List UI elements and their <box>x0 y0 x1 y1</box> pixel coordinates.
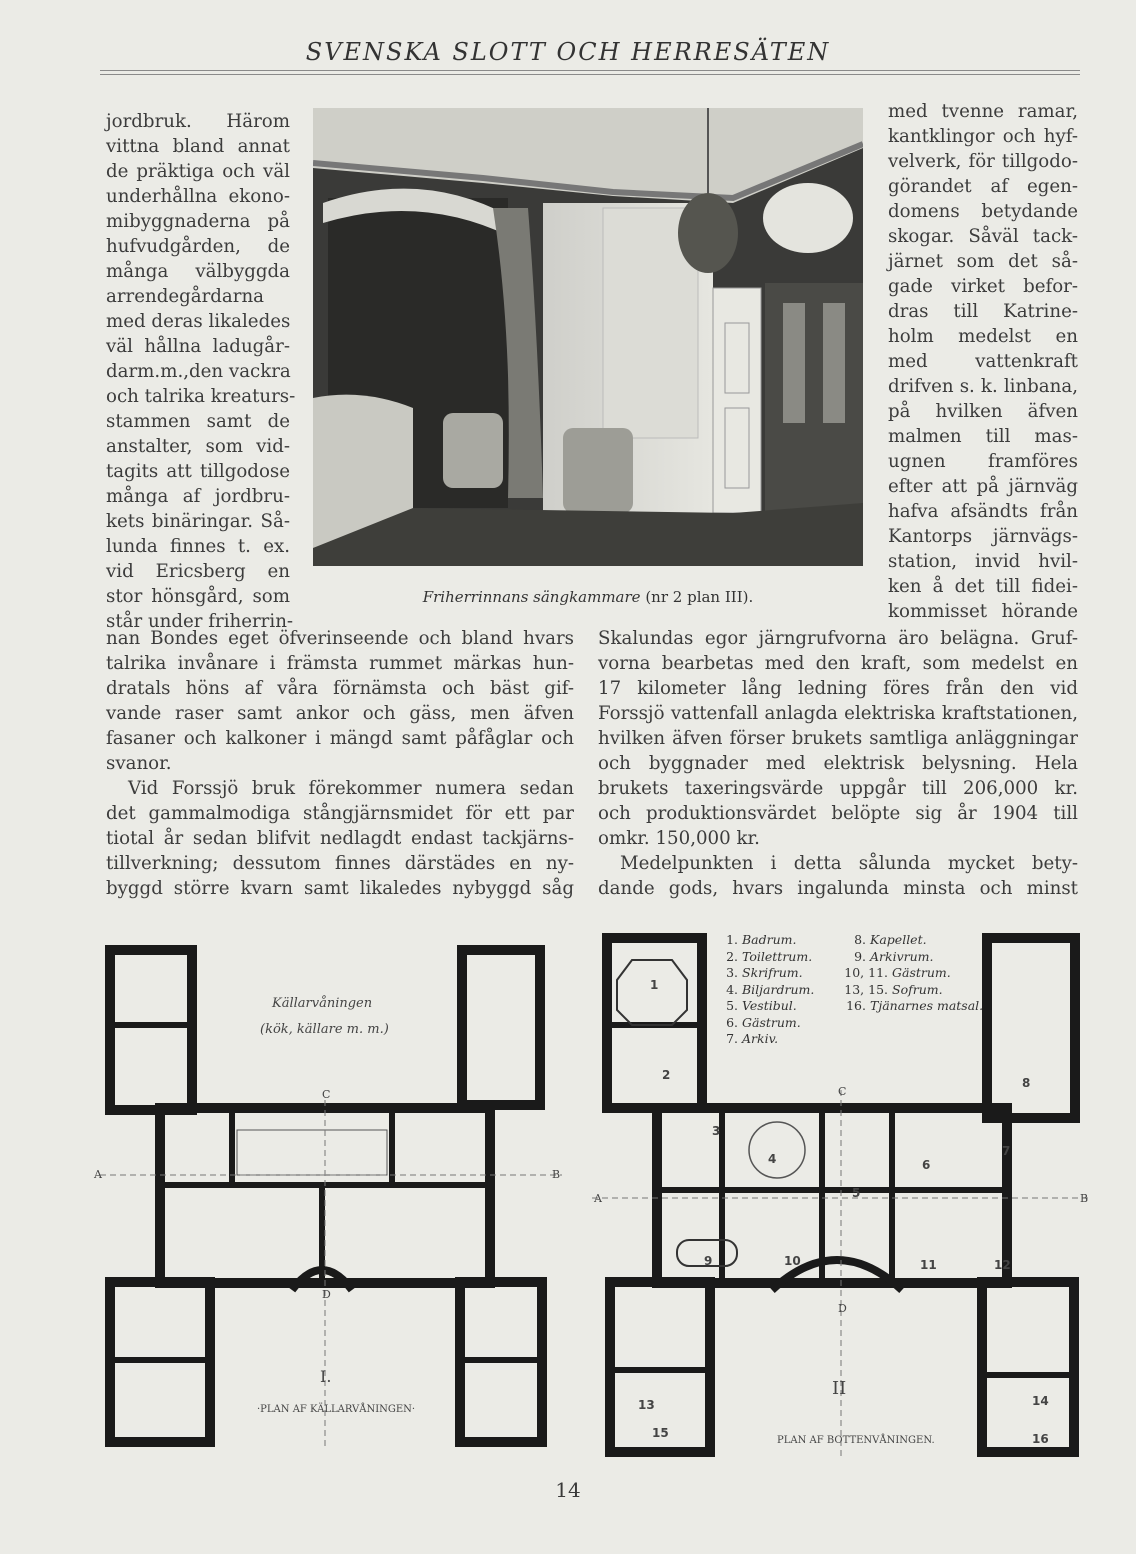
room-number: 11 <box>920 1258 937 1272</box>
legend-room-name: Kapellet. <box>870 932 927 947</box>
legend-entry <box>844 932 984 949</box>
text-line: det gammalmodiga stångjärnsmidet för ett par <box>106 803 574 824</box>
legend-room-name: Gästrum. <box>742 1014 801 1030</box>
text-line: ugnen framföres <box>888 451 1078 472</box>
legend-room-name: Skrifrum. <box>742 965 803 980</box>
legend-room-name: Sofrum. <box>892 981 943 997</box>
header-rule <box>100 70 1080 71</box>
text-line: jordbruk. Härom <box>106 111 290 132</box>
plan-two-legend-left <box>716 932 846 1048</box>
room-number: 15 <box>652 1426 669 1440</box>
text-line: domens betydande <box>888 201 1078 222</box>
legend-entry <box>716 1015 846 1032</box>
text-line: på hvilken äfven <box>888 401 1078 422</box>
plan-one-numeral: I. <box>320 1367 332 1386</box>
plan-two-marker-c: C <box>838 1085 847 1098</box>
text-line: holm medelst en <box>888 326 1078 347</box>
text-line: många välbyggda <box>106 261 290 282</box>
legend-number: 3. <box>726 965 738 980</box>
text-line: velverk, för tillgodo- <box>888 151 1078 172</box>
text-line: väl hållna ladugår- <box>106 336 290 357</box>
text-line: byggd större kvarn samt likaledes nybyggd såg <box>106 878 574 899</box>
room-number: 4 <box>768 1152 777 1166</box>
text-line: dras till Katrine- <box>888 301 1078 322</box>
text-line: tiotal år sedan blifvit nedlagdt endast tackjärns- <box>106 828 574 849</box>
legend-entry <box>844 998 984 1015</box>
legend-number: 8. <box>854 932 866 947</box>
plan-one-footer: ·PLAN AF KÄLLARVÅNINGEN· <box>257 1404 416 1415</box>
text-line: Kantorps järnvägs- <box>888 526 1078 547</box>
right-column-text <box>888 99 1078 624</box>
room-number: 1 <box>650 978 659 992</box>
text-line: järnet som det så- <box>888 251 1078 272</box>
plan-two-numeral: II <box>832 1378 847 1399</box>
plan-one-marker-b: B <box>552 1168 561 1181</box>
left-column-text <box>106 109 296 634</box>
plan-two-legend-right <box>844 932 984 1015</box>
text-line: kantklingor och hyf- <box>888 126 1078 147</box>
text-line: vande raser samt ankor och gäss, men äfven <box>106 703 574 724</box>
legend-room-name: Badrum. <box>742 932 797 947</box>
caption-ref: (nr 2 plan III). <box>645 588 754 606</box>
text-line: de präktiga och väl <box>106 161 290 182</box>
text-line: omkr. 150,000 kr. <box>598 828 760 849</box>
text-line: lunda finnes t. ex. <box>106 536 290 557</box>
text-line: vittna bland annat <box>106 136 290 157</box>
text-line: och byggnader med elektrisk belysning. Hela <box>598 753 1078 774</box>
room-number: 5 <box>852 1186 861 1200</box>
legend-entry <box>844 965 984 982</box>
legend-entry <box>716 998 846 1015</box>
text-line: med vattenkraft <box>888 351 1078 372</box>
header-rule-2 <box>100 74 1080 75</box>
basement-floor-plan <box>92 930 562 1450</box>
text-line: svanor. <box>106 753 172 774</box>
text-line: nan Bondes eget öfverinseende och bland hvars <box>106 628 574 649</box>
text-line: med deras likaledes <box>106 311 291 332</box>
text-line: med tvenne ramar, <box>888 101 1078 122</box>
page-number: 14 <box>555 1478 581 1502</box>
legend-number: 1. <box>726 932 738 947</box>
text-line: stammen samt de <box>106 411 290 432</box>
room-number: 3 <box>712 1124 721 1138</box>
legend-room-name: Toilettrum. <box>742 948 813 964</box>
text-line: många af jordbru- <box>106 486 290 507</box>
text-line: 17 kilometer lång ledning föres från den vid <box>598 678 1078 699</box>
legend-number: 2. <box>726 948 738 964</box>
legend-room-name: Tjänarnes matsal. <box>870 998 984 1013</box>
text-line: Vid Forssjö bruk förekommer numera sedan <box>128 778 574 799</box>
room-number: 6 <box>922 1158 931 1172</box>
text-line: vorna bearbetas med den kraft, som medelst en <box>598 653 1078 674</box>
text-line: kommisset hörande <box>888 601 1078 622</box>
text-line: hafva afsändts från <box>888 501 1078 522</box>
room-number: 13 <box>638 1398 655 1412</box>
plan-one-subtitle: (kök, källare m. m.) <box>260 1022 389 1037</box>
plan-two-marker-b: B <box>1080 1192 1089 1205</box>
legend-room-name: Biljardrum. <box>742 981 815 997</box>
room-number: 16 <box>1032 1432 1049 1446</box>
text-line: tagits att tillgodose <box>106 461 290 482</box>
text-line: drifven s. k. linbana, <box>888 376 1078 397</box>
text-line: görandet af egen- <box>888 176 1078 197</box>
text-line: fasaner och kalkoner i mängd samt påfåglar och <box>106 728 574 749</box>
text-line: mibyggnaderna på <box>106 211 290 232</box>
room-number: 10 <box>784 1254 801 1268</box>
legend-entry <box>716 982 846 999</box>
legend-number: 13, 15. <box>844 981 888 997</box>
text-line: anstalter, som vid- <box>106 436 290 457</box>
legend-number: 9. <box>854 948 866 964</box>
legend-entry <box>716 965 846 982</box>
text-line: talrika invånare i främsta rummet märkas hun- <box>106 653 574 674</box>
legend-room-name: Arkivrum. <box>870 948 934 964</box>
plan-one-marker-c: C <box>322 1088 331 1101</box>
text-line: Forssjö vattenfall anlagda elektriska kraftstationen, <box>598 703 1078 724</box>
text-line: Medelpunkten i detta sålunda mycket bety- <box>620 853 1078 874</box>
plan-one-marker-d: D <box>322 1288 331 1301</box>
legend-number: 10, 11. <box>844 965 888 980</box>
text-line: dande gods, hvars ingalunda minsta och minst <box>598 878 1078 899</box>
text-line: ken å det till fidei- <box>888 576 1078 597</box>
legend-entry <box>716 1031 846 1048</box>
text-line: malmen till mas- <box>888 426 1078 447</box>
text-line: vid Ericsberg en <box>106 561 290 582</box>
lower-left-text <box>106 626 574 901</box>
text-line: arrendegårdarna <box>106 286 265 307</box>
room-number: 14 <box>1032 1394 1049 1408</box>
text-line: hvilken äfven förser brukets samtliga anläggningar <box>598 728 1078 749</box>
legend-entry <box>716 932 846 949</box>
legend-room-name: Arkiv. <box>742 1031 779 1046</box>
legend-number: 5. <box>726 998 738 1013</box>
legend-room-name: Gästrum. <box>892 965 951 980</box>
legend-room-name: Vestibul. <box>742 998 797 1013</box>
text-line: och produktionsvärdet belöpte sig år 1904 till <box>598 803 1078 824</box>
legend-number: 4. <box>726 981 738 997</box>
text-line: darm.m.,den vackra <box>106 361 291 382</box>
text-line: brukets taxeringsvärde uppgår till 206,000 kr. <box>598 778 1078 799</box>
ground-floor-plan <box>592 930 1090 1460</box>
room-number: 9 <box>704 1254 713 1268</box>
text-line: underhållna ekono- <box>106 186 290 207</box>
legend-number: 16. <box>846 998 866 1013</box>
text-line: station, invid hvil- <box>888 551 1078 572</box>
legend-entry <box>716 949 846 966</box>
room-number: 12 <box>994 1258 1011 1272</box>
plan-two-footer: PLAN AF BOTTENVÅNINGEN. <box>777 1435 935 1446</box>
running-title: SVENSKA SLOTT OCH HERRESÄTEN <box>305 38 831 66</box>
plan-one-title: Källarvåningen <box>272 996 373 1011</box>
bedroom-photograph <box>313 108 863 566</box>
legend-number: 6. <box>726 1014 738 1030</box>
caption-title: Friherrinnans sängkammare <box>422 588 641 606</box>
text-line: dratals höns af våra förnämsta och bäst gif- <box>106 678 574 699</box>
text-line: gade virket befor- <box>888 276 1078 297</box>
text-line: tillverkning; dessutom finnes därstädes en ny- <box>106 853 574 874</box>
legend-entry <box>844 982 984 999</box>
text-line: kets binäringar. Så- <box>106 511 290 532</box>
plan-two-marker-a: A <box>594 1192 602 1205</box>
text-line: efter att på järnväg <box>888 476 1078 497</box>
text-line: Skalundas egor järngrufvorna äro belägna. Gruf- <box>598 628 1078 649</box>
room-number: 2 <box>662 1068 671 1082</box>
legend-number: 7. <box>726 1031 738 1046</box>
lower-right-text <box>598 626 1078 901</box>
text-line: stor hönsgård, som <box>106 586 290 607</box>
text-line: och talrika kreaturs- <box>106 386 296 407</box>
room-number: 8 <box>1022 1076 1031 1090</box>
legend-entry <box>844 949 984 966</box>
plan-one-marker-a: A <box>94 1168 102 1181</box>
plan-two-marker-d: D <box>838 1302 847 1315</box>
photo-caption <box>313 588 863 606</box>
text-line: står under friherrin- <box>106 611 294 632</box>
room-number: 7 <box>1002 1144 1011 1158</box>
text-line: skogar. Såväl tack- <box>888 226 1078 247</box>
text-line: hufvudgården, de <box>106 236 290 257</box>
